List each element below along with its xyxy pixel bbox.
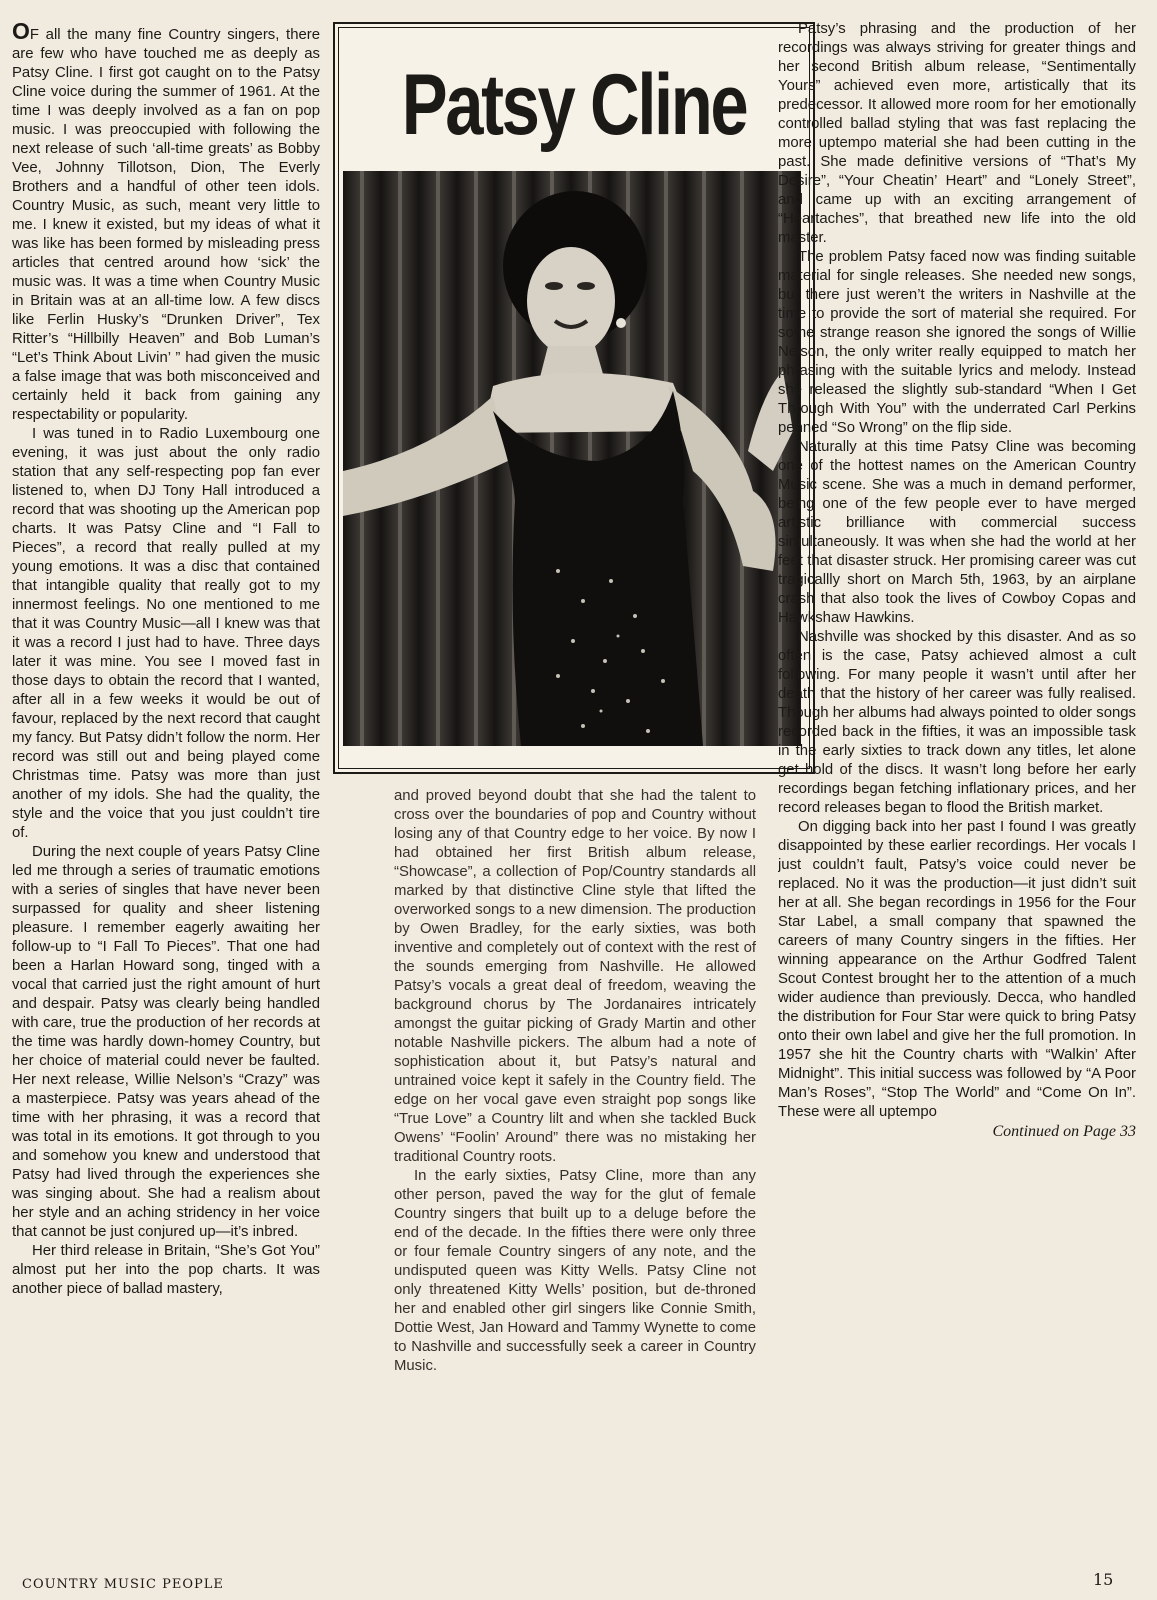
photo	[343, 171, 801, 746]
headline: Patsy Cline	[401, 57, 747, 153]
paragraph: Nashville was shocked by this disaster. And as so often is the case, Patsy achieved almost a cult following. For many people it wasn’t until after her death that the history of her career was fully realised. Though her albums had always pointed to older songs recorded back in the fifties, it was an impossible task in the early sixties to track down any titles, let alone get hold of the discs. It wasn’t long before her early recordings began fetching inflationary prices, and her record releases began to flood the British market.	[778, 629, 1136, 816]
page-number: 15	[1093, 1570, 1114, 1589]
paragraph: In the early sixties, Patsy Cline, more than any other person, paved the way for the glut of female Country singers that built up to a deluge before the end of the decade. In the fifties there were only three or four female Country singers of any note, and the undisputed queen was Kitty Wells. Patsy Cline not only threatened Kitty Wells’ position, but de-throned her and enabled other girl singers like Connie Smith, Dottie West, Jan Howard and Tammy Wynette to come to Nashville and successfully seek a career in Country Music.	[394, 1168, 756, 1374]
drop-cap: O	[12, 22, 30, 44]
paragraph: Patsy’s phrasing and the production of her recordings was always striving for greater things and her second British album release, “Sentimentally Yours” achieved even more, artistically that its predecessor. It allowed more room for her emotionally controlled ballad styling that was fast replacing the more uptempo material she had been cutting in the past. She made definitive versions of “That’s My Desire”, “Your Cheatin’ Heart” and “Lonely Street”, and came up with an exciting arrangement of “Heartaches”, that breathed new life into the old master.	[778, 21, 1136, 246]
paragraph: and proved beyond doubt that she had the talent to cross over the boundaries of pop and Country without losing any of that Country edge to her voice. By now I had obtained her first British album release, “Showcase”, a collection of Pop/Country standards all marked by that distinctive Cline style that lifted the overworked songs to a new dimension. The production by Owen Bradley, for the early sixties, was both inventive and completely out of context with the rest of the sounds emerging from Nashville. He allowed Patsy’s vocals a great deal of freedom, weaving the background chorus by The Jordanaires intricately amongst the guitar picking of Grady Martin and other notable Nashville pickers. The album had a note of sophistication about it, but Patsy’s natural and untrained voice kept it safely in the Country field. The edge on her vocal gave even straight pop songs like “True Love” a Country lilt and when she tackled Buck Owens’ “Foolin’ Around” there was no mistaking her traditional Country roots.	[394, 788, 756, 1165]
title-photo-box	[333, 22, 815, 774]
paragraph: Her third release in Britain, “She’s Got You” almost put her into the pop charts. It was another piece of ballad mastery,	[12, 1243, 320, 1297]
article-column-middle	[394, 787, 756, 1547]
continued-note: Continued on Page 33	[992, 1123, 1136, 1140]
singer-photo-icon	[343, 171, 801, 746]
paragraph: On digging back into her past I found I was greatly disappointed by these earlier recordings. Her vocals I just couldn’t fault, Patsy’s voice could never be replaced. No it was the production—it just didn’t suit her at all. She began recordings in 1956 for the Four Star Label, a small company that spawned the careers of many Country singers in the fifties. Her winning appearance on the Arthur Godfred Talent Scout Contest brought her to the attention of a much wider audience than previously. Decca, who handled the distribution for Four Star were quick to bring Patsy onto their own label and give her the full promotion. In 1957 she hit the Country charts with “Walkin’ After Midnight”. This initial success was followed by “A Poor Man’s Roses”, “Stop The World” and “Come On In”. These were all uptempo	[778, 819, 1136, 1120]
paragraph: Naturally at this time Patsy Cline was becoming one of the hottest names on the American Country Music scene. She was a much in demand performer, being one of the few people ever to have merged artistic brilliance with commercial success simultaneously. It was when she had the world at her feet that disaster struck. Her promising career was cut tragicallly short on March 5th, 1963, by an airplane crash that also took the lives of Cowboy Copas and Hawkshaw Hawkins.	[778, 439, 1136, 626]
article-column-left	[12, 22, 320, 1532]
footer-publication: COUNTRY MUSIC PEOPLE	[22, 1577, 224, 1592]
paragraph	[12, 22, 320, 425]
paragraph: During the next couple of years Patsy Cline led me through a series of traumatic emotions with a series of singles that have never been surpassed for quality and sheer listening pleasure. I remember eagerly awaiting her follow-up to “I Fall To Pieces”. That one had been a Harlan Howard song, tinged with a vocal that carried just the right amount of hurt and despair. Patsy was clearly being handled with care, true the production of her records at the time was hardly down-homey Country, but her choice of material could never be faulted. Her next release, Willie Nelson’s “Crazy” was a masterpiece. Patsy was years ahead of the time with her phrasing, it was a record that was total in its emotions. It got through to you and somehow you knew and understood that Patsy had lived through the experiences she was singing about. She had a realism about her style and an aching stridency in her voice that cannot be just conjured up—it’s inbred.	[12, 844, 320, 1240]
article-column-right	[778, 20, 1136, 1535]
paragraph-text: F all the many fine Country singers, there are few who have touched me as deeply as Patsy Cline. I first got caught on to the Patsy Cline voice during the summer of 1961. At the time I was deeply involved as a fan on pop music. I was preoccupied with following the next release of such ‘all-time greats’ as Bobby Vee, Johnny Tillotson, Dion, The Everly Brothers and a handful of other teen idols. Country Music, as such, meant very little to me. I knew it existed, but my ideas of what it was like has been formed by misleading press articles that centred around how ‘sick’ the music was. It was a time when Country Music in Britain was at an all-time low. A few discs like Ferlin Husky’s “Drunken Driver”, Tex Ritter’s “Hillbilly Heaven” and Bob Luman’s “Let’s Think About Livin’ ” had given the music a false image that was both misconceived and certainly held it back from gaining any respectability or popularity.	[12, 27, 320, 423]
paragraph: The problem Patsy faced now was finding suitable material for single releases. She needed new songs, but there just weren’t the writers in Nashville at the time to provide the sort of material she required. For some strange reason she ignored the songs of Willie Nelson, the only writer really equipped to match her phrasing with the suitable lyrics and melody. Instead she released the slightly sub-standard “When I Get Through With You” with the underrated Carl Perkins penned “So Wrong” on the flip side.	[778, 249, 1136, 436]
paragraph: I was tuned in to Radio Luxembourg one evening, it was just about the only radio station that any self-respecting pop fan ever listened to, when DJ Tony Hall introduced a record that was shooting up the American pop charts. It was Patsy Cline and “I Fall to Pieces”, a record that really pulled at my young emotions. It was a disc that contained that intangible quality that really got to my innermost feelings. No one mentioned to me that it was Country Music—all I knew was that it was a record I just had to have. Three days later it was mine. You see I moved fast in those days to obtain the record that I wanted, after all in a few weeks it would be out of favour, replaced by the next record that caught my fancy. But Patsy didn’t follow the norm. Her record was still out and being played come Christmas time. Patsy was more than just another of my idols. She had the quality, the style and the voice that you just couldn’t tire of.	[12, 426, 320, 841]
